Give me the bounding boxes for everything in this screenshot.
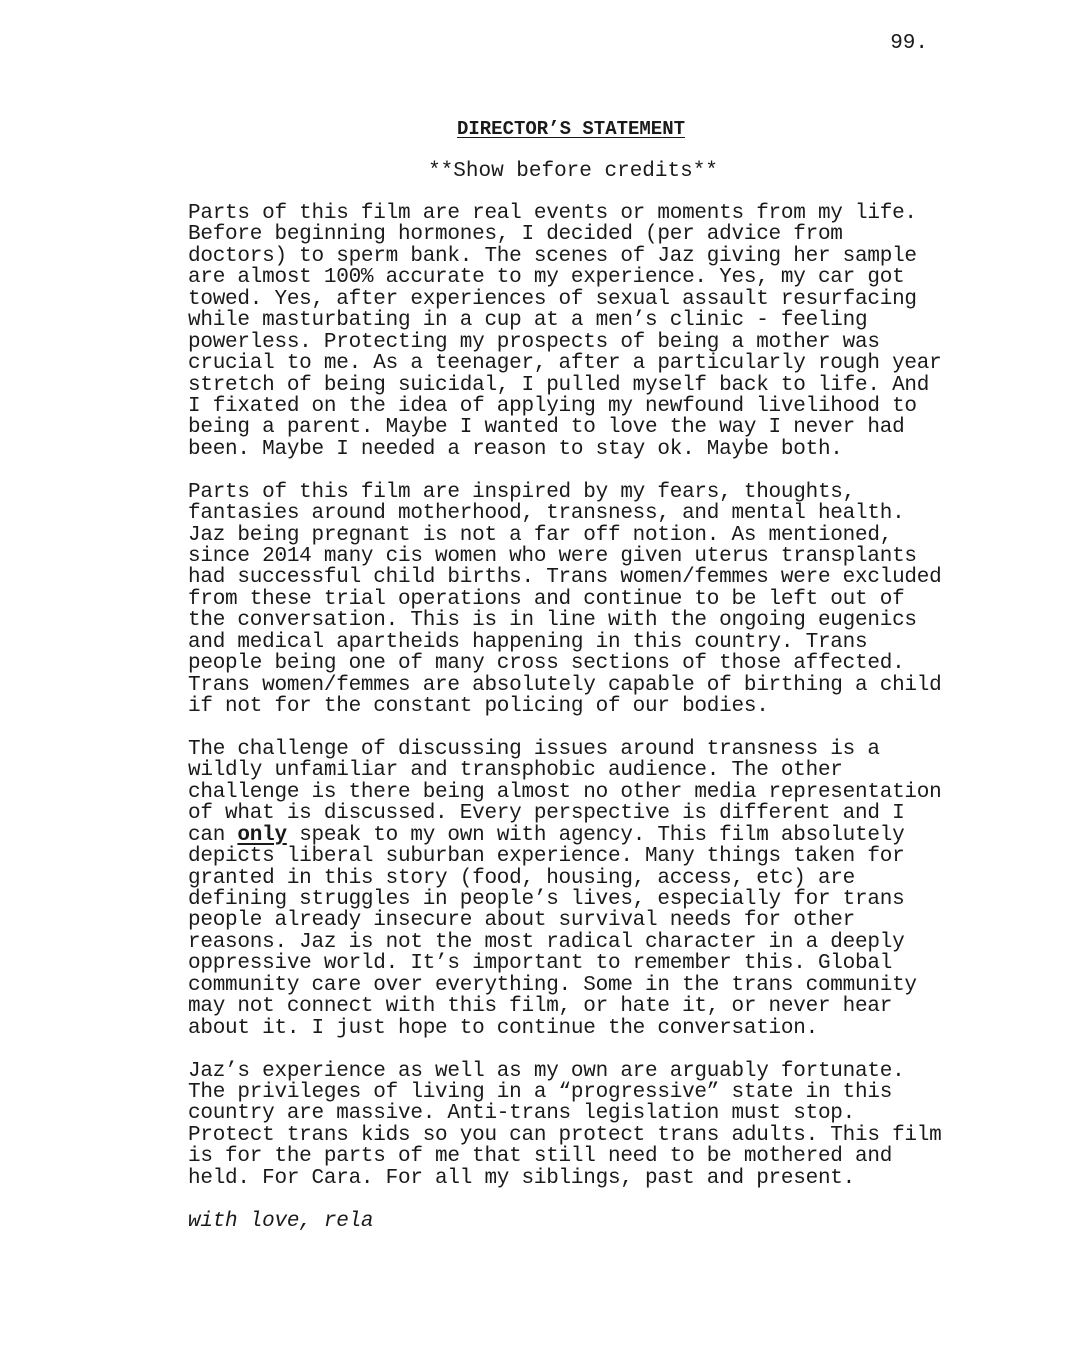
text-line: wildly unfamiliar and transphobic audience. The other (188, 759, 843, 783)
text-line: Before beginning hormones, I decided (per advice from (188, 223, 843, 247)
text-line: Parts of this film are inspired by my fears, thoughts, (188, 480, 856, 504)
text-line: Protect trans kids so you can protect trans adults. This film (188, 1123, 942, 1147)
paragraph-3 (188, 739, 968, 1039)
text-fragment: can (188, 823, 238, 847)
text-line: stretch of being suicidal, I pulled myself back to life. And (188, 373, 930, 397)
text-line: may not connect with this film, or hate it, or never hear (188, 995, 893, 1019)
statement-subtitle: **Show before credits** (428, 160, 718, 183)
text-line: granted in this story (food, housing, access, etc) are (188, 866, 856, 890)
paragraph-2 (188, 482, 968, 718)
text-line: The challenge of discussing issues around transness is a (188, 737, 880, 761)
text-line: are almost 100% accurate to my experience. Yes, my car got (188, 266, 905, 290)
text-line: reasons. Jaz is not the most radical character in a deeply (188, 930, 905, 954)
text-line: about it. I just hope to continue the conversation. (188, 1016, 818, 1040)
text-line: community care over everything. Some in the trans community (188, 973, 917, 997)
paragraph-gap (188, 1189, 968, 1210)
text-line: is for the parts of me that still need to be mothered and (188, 1145, 893, 1169)
text-line: I fixated on the idea of applying my newfound livelihood to (188, 394, 917, 418)
text-line: doctors) to sperm bank. The scenes of Jaz giving her sample (188, 244, 917, 268)
text-line: challenge is there being almost no other media representation (188, 780, 942, 804)
text-line: and medical apartheids happening in this country. Trans (188, 630, 868, 654)
statement-body (188, 203, 968, 1232)
text-line: Jaz’s experience as well as my own are arguably fortunate. (188, 1059, 905, 1083)
paragraph-1 (188, 203, 968, 460)
paragraph-gap (188, 718, 968, 739)
text-line: towed. Yes, after experiences of sexual assault resurfacing (188, 287, 917, 311)
text-line-emphasis (188, 825, 968, 846)
text-line: Trans women/femmes are absolutely capable of birthing a child (188, 673, 942, 697)
statement-title: DIRECTOR’S STATEMENT (456, 118, 686, 140)
text-line: fantasies around motherhood, transness, and mental health. (188, 502, 905, 526)
text-line: Jaz being pregnant is not a far off notion. As mentioned, (188, 523, 893, 547)
text-line: of what is discussed. Every perspective is different and I (188, 802, 905, 826)
text-line: crucial to me. As a teenager, after a particularly rough year (188, 352, 942, 376)
text-line: from these trial operations and continue to be left out of (188, 587, 905, 611)
signature: with love, rela (188, 1209, 374, 1233)
text-line: oppressive world. It’s important to remember this. Global (188, 952, 893, 976)
text-line: if not for the constant policing of our bodies. (188, 695, 769, 719)
text-line: while masturbating in a cup at a men’s clinic - feeling (188, 309, 868, 333)
text-line: being a parent. Maybe I wanted to love the way I never had (188, 416, 905, 440)
text-line: the conversation. This is in line with the ongoing eugenics (188, 609, 917, 633)
text-line: country are massive. Anti-trans legislation must stop. (188, 1102, 856, 1126)
text-line: held. For Cara. For all my siblings, past and present. (188, 1166, 856, 1190)
text-line: The privileges of living in a “progressive” state in this (188, 1080, 893, 1104)
text-line: people being one of many cross sections of those affected. (188, 652, 905, 676)
text-line: Parts of this film are real events or moments from my life. (188, 202, 917, 225)
text-line: powerless. Protecting my prospects of being a mother was (188, 330, 880, 354)
text-line: since 2014 many cis women who were given uterus transplants (188, 545, 917, 568)
text-line: been. Maybe I needed a reason to stay ok. Maybe both. (188, 437, 843, 461)
text-fragment: speak to my own with agency. This film absolutely (286, 823, 905, 847)
emphasized-word: only (237, 823, 287, 847)
text-line: had successful child births. Trans women/femmes were excluded (188, 566, 942, 590)
paragraph-gap (188, 1039, 968, 1060)
text-line: defining struggles in people’s lives, especially for trans (188, 888, 905, 911)
text-line: people already insecure about survival needs for other (188, 909, 856, 933)
text-line: depicts liberal suburban experience. Many things taken for (188, 845, 905, 869)
paragraph-4 (188, 1061, 968, 1190)
paragraph-gap (188, 460, 968, 481)
page-number: 99. (890, 32, 928, 55)
